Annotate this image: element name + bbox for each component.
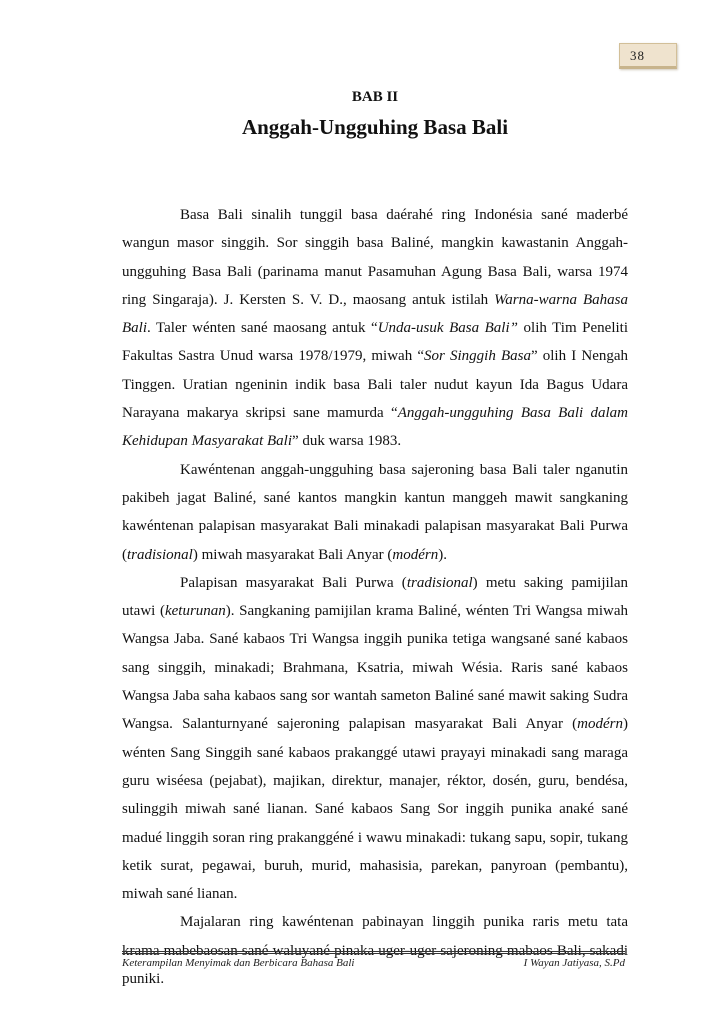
text-segment: Majalaran ring kawéntenan pabinayan linggih punika raris metu tata krama mabebaosan sané waluyané pinaka uger-uger sajeroning mabaos Bali, sakadi puniki. <box>122 914 628 988</box>
italic-term: Anggah-ungguhing Basa Bali dalam Kehidupan Masyarakat Bali <box>122 405 628 450</box>
italic-term: Sor Singgih Basa <box>424 348 531 365</box>
page-number-box <box>619 43 677 69</box>
italic-term: tradisional <box>406 574 473 591</box>
body-text <box>122 201 628 993</box>
footer-rule <box>122 951 625 954</box>
text-segment: Palapisan masyarakat Bali Purwa ( <box>180 574 407 591</box>
italic-term: Unda-usuk Basa Bali” <box>377 320 518 337</box>
text-segment: Basa Bali sinalih tunggil basa daérahé ring Indonésia sané maderbé wangun masor singgih. Sor singgih basa Baliné, mangkin kawastanin Anggah-ungguhing Basa Bali (parinama manut Pasamuhan Agung Basa Bali, warsa 1974 ring Singaraja). J. Kersten S. V. D., maosang antuk istilah <box>122 207 628 308</box>
italic-term: Warna-warna Bahasa Bali <box>122 291 628 337</box>
text-segment: ) metu saking pamijilan utawi ( <box>122 574 628 620</box>
footer-book-title: Keterampilan Menyimak dan Berbicara Bahasa Bali <box>122 957 355 969</box>
italic-term: modérn <box>577 716 623 733</box>
text-segment: ” olih I Nengah Tinggen. Uratian ngeninin indik basa Bali taler nudut kayun Ida Bagus Udara Narayana makarya skripsi sane mamurda “ <box>122 348 629 422</box>
italic-term: modérn <box>392 546 439 563</box>
page-number: 38 <box>630 48 645 63</box>
text-segment: ) miwah masyarakat Bali Anyar ( <box>192 546 393 563</box>
italic-term: tradisional <box>127 546 193 563</box>
text-segment: ” duk warsa 1983. <box>291 433 402 450</box>
paragraph <box>122 569 628 909</box>
text-segment: ). <box>438 546 447 563</box>
chapter-label: BAB II <box>351 89 399 105</box>
chapter-title: Anggah-Ungguhing Basa Bali <box>241 115 509 139</box>
paragraph <box>122 456 628 569</box>
footer-author: I Wayan Jatiyasa, S.Pd <box>523 957 625 969</box>
italic-term: keturunan <box>164 603 226 620</box>
text-segment: Kawéntenan anggah-ungguhing basa sajeroning basa Bali taler nganutin pakibeh jagat Baliné, sané kantos mangkin kantun manggeh mawit sangkaning kawéntenan palapisan masyarakat Bali minakadi palapisan masyarakat Bali Purwa ( <box>122 461 628 563</box>
text-segment: ) wénten Sang Singgih sané kabaos prakanggé utawi prayayi minakadi sang maraga guru wiséesa (pejabat), majikan, direktur, manajer, réktor, dosén, guru, bendésa, sulinggih miwah sané lianan. Sané kabaos Sang Sor inggih punika anaké sané madué linggih soran ring prakanggéné i wawu minakadi: tukang sapu, sopir, tukang ketik surat, pegawai, buruh, murid, mahasisia, parekan, panyroan (pembantu), miwah sané lianan. <box>122 716 628 903</box>
text-segment: ). Sangkaning pamijilan krama Baliné, wénten Tri Wangsa miwah Wangsa Jaba. Sané kabaos Tri Wangsa inggih punika tetiga wangsané sané kabaos sang singgih, minakadi; Brahmana, Ksatria, miwah Wésia. Raris sané kabaos Wangsa Jaba saha kabaos sang sor wantah sameton Baliné sané mawit saking Sudra Wangsa. Salanturnyané sajeroning palapisan masyarakat Bali Anyar ( <box>122 603 628 733</box>
text-segment: olih Tim Peneliti Fakultas Sastra Unud warsa 1978/1979, miwah “ <box>122 320 628 365</box>
text-segment: . Taler wénten sané maosang antuk “ <box>147 320 378 337</box>
paragraph <box>122 201 628 456</box>
